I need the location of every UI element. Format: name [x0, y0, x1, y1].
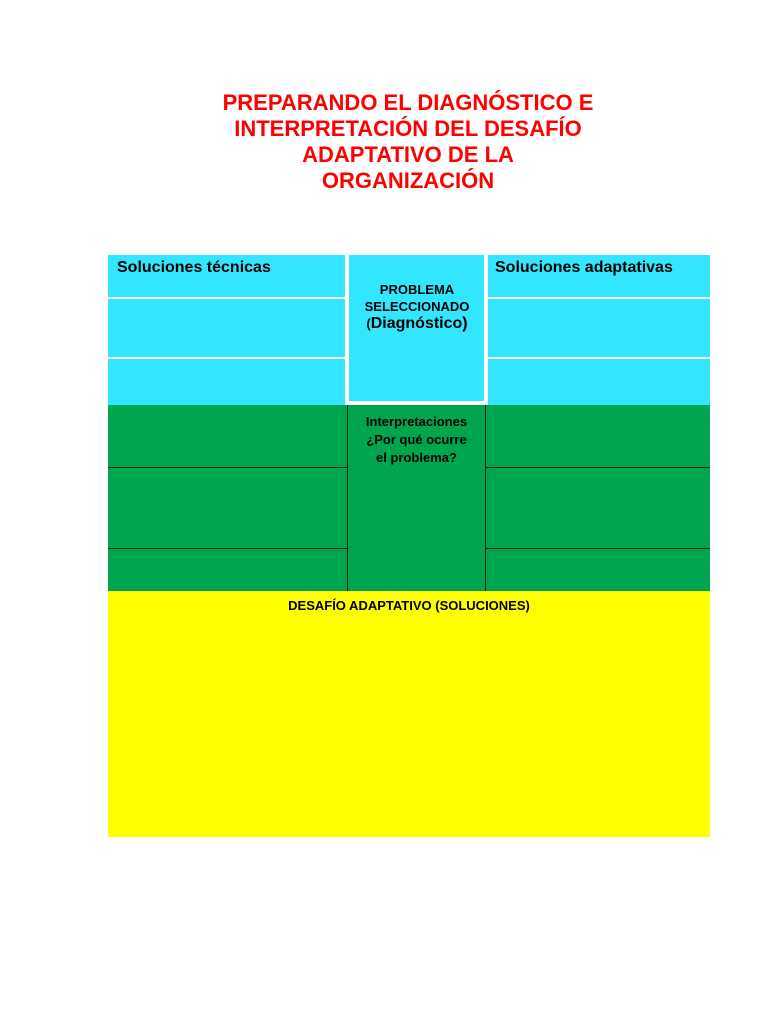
diag-paren: (: [366, 316, 371, 331]
cyan-row-line-1-right: [487, 297, 710, 299]
green-row-line-2-left: [108, 548, 347, 549]
problem-line-3: [349, 315, 485, 332]
title-line-2: INTERPRETACIÓN DEL DESAFÍO: [234, 116, 582, 141]
adaptive-challenge-cell: [108, 591, 710, 837]
cyan-row-line-2-right: [487, 357, 710, 359]
left-header-label: Soluciones técnicas: [117, 259, 271, 276]
title-line-1: PREPARANDO EL DIAGNÓSTICO E: [222, 90, 594, 115]
problem-line-1: PROBLEMA: [379, 282, 455, 297]
title-line-4: ORGANIZACIÓN: [321, 168, 495, 193]
title-line-3: ADAPTATIVO DE LA: [302, 142, 514, 167]
cyan-divider-left: [345, 255, 349, 405]
green-row-line-1-right: [486, 467, 710, 468]
left-header-cell: [108, 255, 346, 298]
page-title: [0, 90, 768, 194]
right-header-label: Soluciones adaptativas: [495, 259, 673, 276]
green-divider-right: [485, 405, 486, 591]
right-header-cell: [487, 255, 710, 298]
green-row-line-1-left: [108, 467, 347, 468]
cyan-row-line-2-left: [108, 357, 346, 359]
interp-line-3: el problema?: [376, 450, 457, 465]
cyan-row-line-1-left: [108, 297, 346, 299]
interp-line-1: Interpretaciones: [365, 414, 468, 429]
problem-line-2: SELECCIONADO: [364, 299, 470, 314]
center-problem-cell: [349, 255, 485, 403]
interp-line-2: ¿Por qué ocurre: [366, 432, 467, 447]
diag-label: Diagnóstico): [370, 315, 468, 332]
adaptive-challenge-label: DESAFÍO ADAPTATIVO (SOLUCIONES): [288, 598, 530, 613]
green-row-line-2-right: [486, 548, 710, 549]
cyan-divider-right: [484, 255, 488, 405]
center-interpretations-cell: [348, 405, 485, 591]
